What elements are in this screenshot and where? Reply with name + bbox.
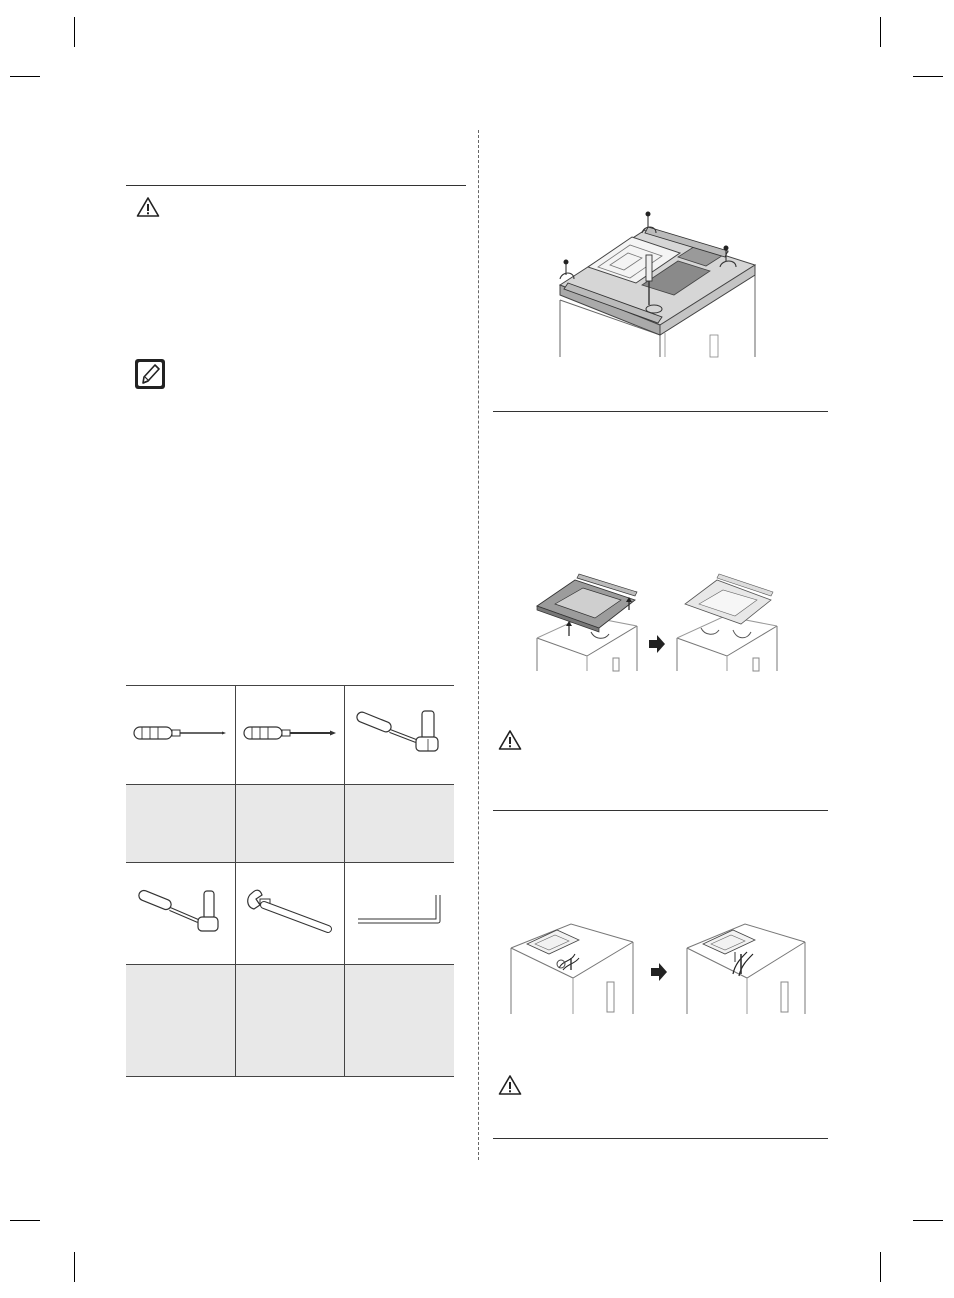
tools-table bbox=[126, 685, 454, 1077]
table-cell bbox=[345, 785, 454, 863]
table-cell bbox=[345, 965, 454, 1077]
table-row bbox=[126, 965, 454, 1077]
flat-screwdriver-icon bbox=[132, 721, 228, 745]
crop-mark bbox=[880, 1252, 881, 1282]
section-rule bbox=[126, 185, 466, 186]
table-cell bbox=[235, 863, 344, 965]
table-row bbox=[126, 686, 454, 785]
table-cell bbox=[126, 965, 235, 1077]
crop-mark bbox=[913, 1220, 943, 1221]
crop-mark bbox=[74, 17, 75, 47]
warning-triangle-icon bbox=[498, 1074, 522, 1101]
hex-key-icon bbox=[352, 891, 448, 931]
right-arrow-icon bbox=[651, 963, 667, 981]
crop-mark bbox=[74, 1252, 75, 1282]
warning-triangle-icon bbox=[136, 196, 160, 223]
crop-mark bbox=[880, 17, 881, 47]
crop-mark bbox=[913, 76, 943, 77]
warning-triangle-icon bbox=[498, 729, 522, 756]
wire-connection-figure bbox=[505, 918, 810, 1021]
crop-mark bbox=[10, 1220, 40, 1221]
socket-wrench-icon bbox=[352, 707, 448, 759]
socket-wrench-icon bbox=[132, 883, 228, 939]
table-cell bbox=[235, 686, 344, 785]
right-arrow-icon bbox=[649, 635, 665, 653]
table-cell bbox=[126, 785, 235, 863]
table-cell bbox=[235, 785, 344, 863]
table-cell bbox=[126, 863, 235, 965]
table-row bbox=[126, 785, 454, 863]
table-cell bbox=[235, 965, 344, 1077]
top-cover-screws-figure bbox=[550, 205, 765, 365]
table-cell bbox=[345, 863, 454, 965]
phillips-screwdriver-icon bbox=[242, 721, 338, 745]
note-pencil-icon bbox=[134, 358, 166, 395]
hinge-removal-figure bbox=[525, 568, 785, 678]
section-rule bbox=[493, 1138, 828, 1139]
section-rule bbox=[493, 411, 828, 412]
crop-mark bbox=[10, 76, 40, 77]
adjustable-spanner-icon bbox=[242, 883, 338, 939]
table-row bbox=[126, 863, 454, 965]
table-cell bbox=[126, 686, 235, 785]
section-rule bbox=[493, 810, 828, 811]
column-divider bbox=[478, 130, 479, 1160]
table-cell bbox=[345, 686, 454, 785]
